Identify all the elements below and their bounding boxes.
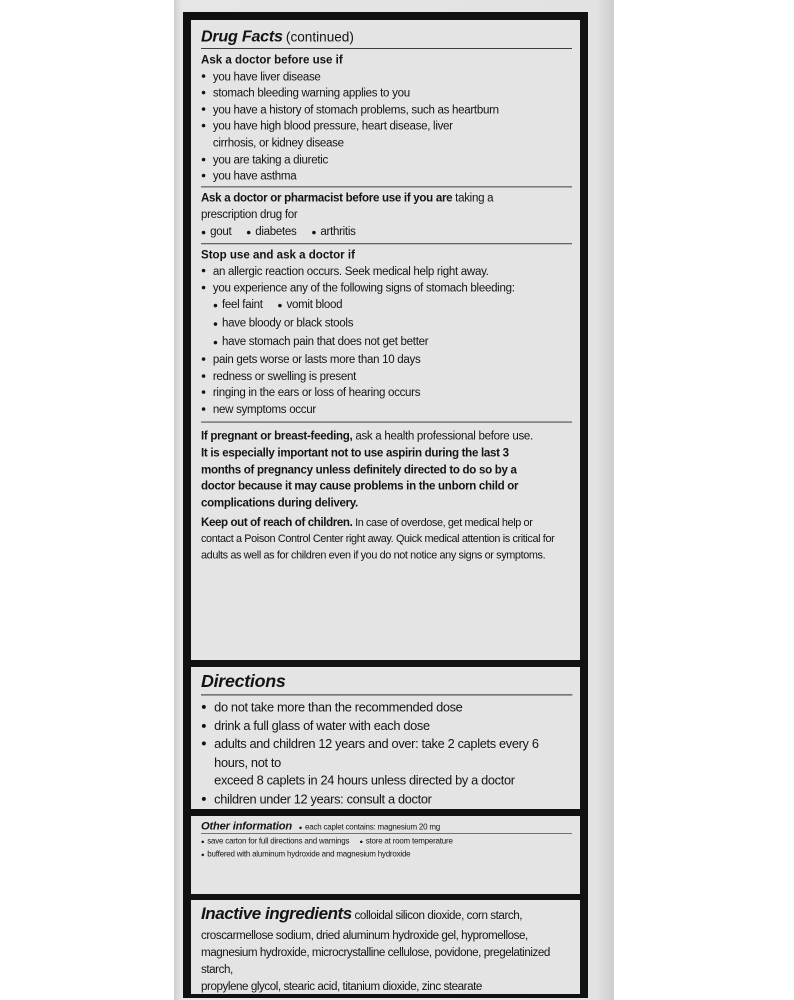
keep-out-text: In case of overdose, get medical help or: [355, 516, 533, 529]
ask-doctor-list: [201, 68, 572, 184]
list-item-continued: exceed 8 caplets in 24 hours unless directed by a doctor: [214, 773, 515, 788]
inactive-ingredients-text-3: magnesium hydroxide, microcrystalline cellulose, povidone, pregelatinized starch,: [201, 945, 550, 976]
list-item: ● arthritis: [311, 225, 355, 238]
list-item: ● save carton for full directions and warnings: [201, 837, 349, 846]
drug-facts-label: [183, 12, 588, 998]
directions-list: [201, 698, 572, 809]
pregnancy-warning-line: complications during delivery.: [201, 496, 358, 509]
warnings-panel: [191, 20, 580, 660]
other-info-row: [201, 835, 572, 848]
sub-list-row: [201, 296, 572, 314]
directions-title: Directions: [201, 671, 286, 692]
list-item: ● each caplet contains: magnesium 20 mg: [299, 823, 440, 832]
other-info-inline: [299, 823, 448, 832]
inactive-ingredients-panel: [191, 900, 580, 994]
directions-panel: [191, 667, 580, 809]
ask-pharmacist-heading: Ask a doctor or pharmacist before use if you are: [201, 191, 453, 205]
list-item: ● you have high blood pressure, heart disease, liver: [201, 118, 572, 135]
conditions-list: [201, 223, 572, 241]
list-item: ● ringing in the ears or loss of hearing occurs: [201, 385, 572, 402]
list-item: ● you experience any of the following signs of stomach bleeding:: [201, 280, 572, 297]
ask-pharmacist-text: taking a: [455, 191, 494, 205]
sub-list-row: [201, 333, 572, 351]
list-item: ● feel faint: [213, 298, 263, 311]
list-item-continued: cirrhosis, or kidney disease: [212, 136, 344, 150]
keep-out-text-3: adults as well as for children even if you do not notice any signs or symptoms.: [201, 548, 546, 562]
list-item: ● have bloody or black stools: [213, 316, 353, 329]
keep-out-section: [201, 515, 572, 563]
list-item: ● new symptoms occur: [201, 401, 572, 418]
ask-pharmacist-text-2: prescription drug for: [201, 207, 298, 221]
keep-out-heading: Keep out of reach of children.: [201, 516, 353, 529]
other-info-title: Other information: [201, 820, 293, 833]
pregnancy-warning-line: doctor because it may cause problems in the unborn child or: [201, 479, 519, 493]
list-item: ● do not take more than the recommended dose: [201, 698, 572, 716]
keep-out-text-2: contact a Poison Control Center right away. Quick medical attention is critical for: [201, 532, 555, 546]
list-item: ● you have a history of stomach problems, such as heartburn: [201, 101, 572, 118]
list-item: ● pain gets worse or lasts more than 10 days: [201, 351, 572, 368]
inactive-ingredients-text: colloidal silicon dioxide, corn starch,: [354, 908, 523, 922]
list-item: ● you are taking a diuretic: [201, 151, 572, 168]
list-item: ● vomit blood: [277, 298, 342, 311]
list-item: ● you have liver disease: [201, 68, 572, 85]
drug-facts-title: Drug Facts: [201, 27, 283, 46]
ask-pharmacist-section: [201, 190, 572, 242]
list-item: ● diabetes: [246, 225, 296, 238]
pregnancy-warning-line: It is especially important not to use aspirin during the last 3: [201, 446, 509, 460]
list-item: ● children under 12 years: consult a doctor: [201, 790, 572, 808]
list-item: ● drink a full glass of water with each dose: [201, 717, 572, 735]
stop-use-heading: Stop use and ask a doctor if: [201, 248, 355, 261]
pregnancy-heading: If pregnant or breast-feeding,: [201, 429, 353, 443]
ask-doctor-heading: Ask a doctor before use if: [201, 53, 343, 66]
pregnancy-text: ask a health professional before use.: [355, 429, 533, 443]
inactive-ingredients-text-4: propylene glycol, stearic acid, titanium dioxide, zinc stearate: [201, 979, 482, 993]
list-item: ● stomach bleeding warning applies to you: [201, 85, 572, 102]
list-item: ● you have asthma: [201, 168, 572, 185]
stop-use-list: [201, 263, 572, 418]
other-info-row: [201, 848, 572, 861]
list-item: ● store at room temperature: [359, 837, 452, 846]
inactive-ingredients-text-2: croscarmellose sodium, dried aluminum hydroxide gel, hypromellose,: [201, 928, 528, 942]
drug-facts-subtitle: (continued): [285, 30, 354, 45]
list-item: ● buffered with aluminum hydroxide and magnesium hydroxide: [201, 849, 410, 858]
other-info-panel: [191, 816, 580, 894]
list-item: ● redness or swelling is present: [201, 368, 572, 385]
pregnancy-section: [201, 428, 572, 511]
pregnancy-warning-line: months of pregnancy unless definitely directed to do so by a: [201, 462, 517, 476]
list-item: ● adults and children 12 years and over: take 2 caplets every 6 hours, not to: [201, 735, 572, 772]
list-item: ● gout: [201, 225, 231, 238]
sub-list-row: [201, 315, 572, 333]
list-item: ● have stomach pain that does not get better: [213, 335, 428, 348]
inactive-ingredients-title: Inactive ingredients: [201, 904, 352, 924]
list-item: ● an allergic reaction occurs. Seek medical help right away.: [201, 263, 572, 280]
